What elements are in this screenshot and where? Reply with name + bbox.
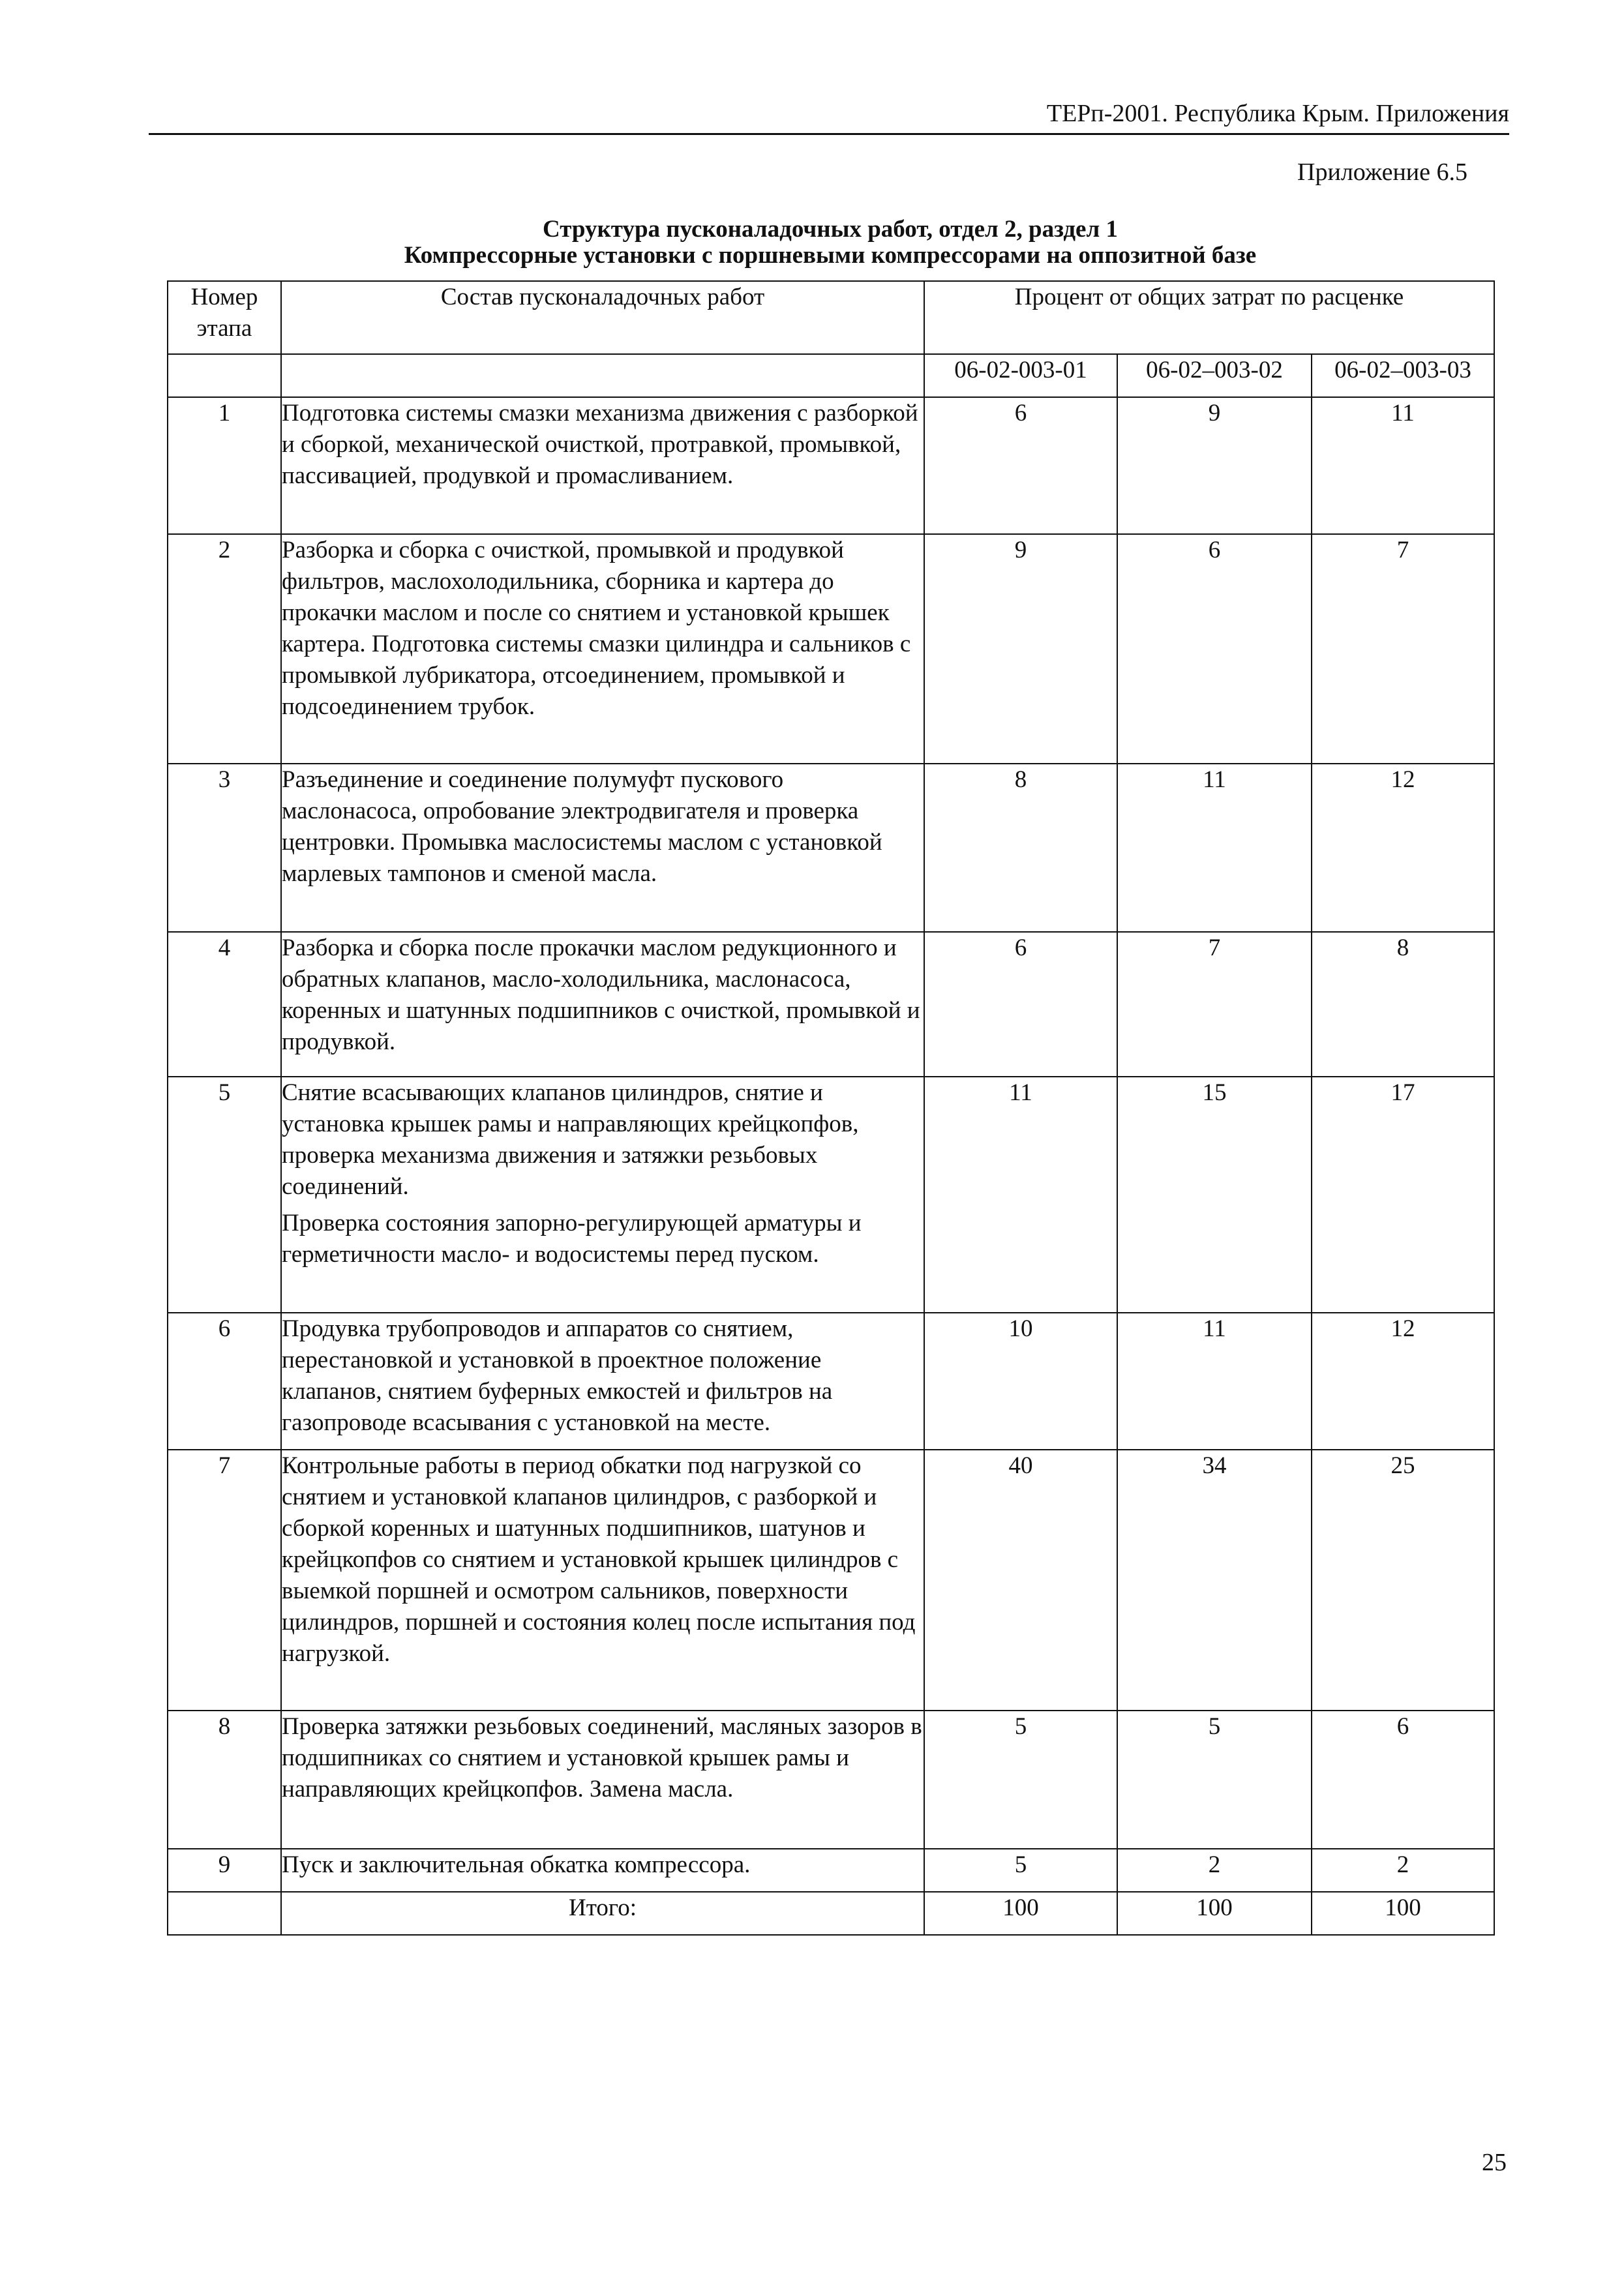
stage-number: 3 [168, 764, 281, 932]
stage-number: 7 [168, 1450, 281, 1711]
appendix-label: Приложение 6.5 [1297, 158, 1467, 186]
header-code: 06-02-003-01 [924, 354, 1117, 397]
caption-line-1: Структура пусконаладочных работ, отдел 2, раздел 1 [543, 216, 1118, 243]
work-description [281, 932, 924, 1077]
table-row [168, 397, 1494, 534]
table-row [168, 1077, 1494, 1313]
description-paragraph: Проверка состояния запорно-регулирующей арматуры и герметичности масло- и водосистемы перед пуском. [282, 1210, 862, 1268]
table-row [168, 1313, 1494, 1450]
work-description [281, 1711, 924, 1849]
percent-value: 17 [1312, 1077, 1494, 1313]
work-description [281, 1077, 924, 1313]
stage-number: 8 [168, 1711, 281, 1849]
work-description [281, 764, 924, 932]
percent-value: 2 [1117, 1849, 1312, 1892]
work-description [281, 397, 924, 534]
table-caption [167, 217, 1494, 269]
header-stage-number: Номер этапа [168, 281, 281, 354]
percent-value: 5 [924, 1849, 1117, 1892]
table-row [168, 1849, 1494, 1892]
description-paragraph: Разъединение и соединение полумуфт пускового маслонасоса, опробование электродвигателя и проверка центровки. Промывка маслосистемы маслом с установкой марлевых тампонов и сменой масла. [282, 766, 882, 887]
table-row [168, 1711, 1494, 1849]
percent-value: 11 [1312, 397, 1494, 534]
stage-number: 6 [168, 1313, 281, 1450]
total-value: 100 [924, 1892, 1117, 1935]
header-empty-cell [168, 354, 281, 397]
stage-number: 5 [168, 1077, 281, 1313]
percent-value: 10 [924, 1313, 1117, 1450]
percent-value: 11 [924, 1077, 1117, 1313]
description-paragraph: Продувка трубопроводов и аппаратов со снятием, перестановкой и установкой в проектное положение клапанов, снятием буферных емкостей и фильтров на газопроводе всасывания с установкой на месте. [282, 1315, 833, 1436]
description-paragraph: Разборка и сборка с очисткой, промывкой и продувкой фильтров, маслохолодильника, сборника и картера до прокачки маслом и после со снятием и установкой крышек картера. Подготовка системы смазки цилиндра и сальников с промывкой лубрикатора, отсоединением, промывкой и подсоединением трубок. [282, 537, 911, 720]
percent-value: 11 [1117, 1313, 1312, 1450]
percent-value: 2 [1312, 1849, 1494, 1892]
total-value: 100 [1312, 1892, 1494, 1935]
table-row [168, 764, 1494, 932]
percent-value: 9 [924, 534, 1117, 764]
percent-value: 6 [924, 397, 1117, 534]
percent-value: 7 [1312, 534, 1494, 764]
stage-number: 1 [168, 397, 281, 534]
total-value: 100 [1117, 1892, 1312, 1935]
percent-value: 9 [1117, 397, 1312, 534]
stage-number: 4 [168, 932, 281, 1077]
header-composition: Состав пусконаладочных работ [281, 281, 924, 354]
table-row [168, 1450, 1494, 1711]
header-percent: Процент от общих затрат по расценке [924, 281, 1494, 354]
stage-number: 9 [168, 1849, 281, 1892]
percent-value: 11 [1117, 764, 1312, 932]
description-paragraph: Подготовка системы смазки механизма движения с разборкой и сборкой, механической очисткой, протравкой, промывкой, пассивацией, продувкой и промасливанием. [282, 400, 918, 489]
total-empty-cell [168, 1892, 281, 1935]
work-description [281, 1849, 924, 1892]
commissioning-structure-table [167, 280, 1495, 1936]
description-paragraph: Пуск и заключительная обкатка компрессора. [282, 1851, 751, 1878]
percent-value: 8 [1312, 932, 1494, 1077]
table-row [168, 534, 1494, 764]
percent-value: 7 [1117, 932, 1312, 1077]
percent-value: 15 [1117, 1077, 1312, 1313]
percent-value: 12 [1312, 1313, 1494, 1450]
description-paragraph: Разборка и сборка после прокачки маслом редукционного и обратных клапанов, масло-холодильника, маслонасоса, коренных и шатунных подшипников с очисткой, промывкой и продувкой. [282, 935, 920, 1055]
total-label: Итого: [281, 1892, 924, 1935]
description-paragraph: Контрольные работы в период обкатки под нагрузкой со снятием и установкой клапанов цилиндров, с разборкой и сборкой коренных и шатунных подшипников, шатунов и крейцкопфов со снятием и установкой крышек цилиндров с выемкой поршней и осмотром сальников, поверхности цилиндров, поршней и состояния колец после испытания под нагрузкой. [282, 1452, 916, 1667]
description-paragraph: Проверка затяжки резьбовых соединений, масляных зазоров в подшипниках со снятием и установкой крышек рамы и направляющих крейцкопфов. Замена масла. [282, 1713, 922, 1803]
percent-value: 6 [1117, 534, 1312, 764]
percent-value: 6 [924, 932, 1117, 1077]
work-description [281, 1450, 924, 1711]
header-empty-cell [281, 354, 924, 397]
table-row [168, 932, 1494, 1077]
header-row [168, 281, 1494, 354]
header-rule [149, 133, 1509, 135]
percent-value: 5 [1117, 1711, 1312, 1849]
caption-line-2: Компрессорные установки с поршневыми компрессорами на оппозитной базе [404, 242, 1257, 269]
header-code: 06-02–003-02 [1117, 354, 1312, 397]
description-paragraph: Снятие всасывающих клапанов цилиндров, снятие и установка крышек рамы и направляющих крейцкопфов, проверка механизма движения и затяжки резьбовых соединений. [282, 1079, 859, 1200]
header-codes-row [168, 354, 1494, 397]
page-number: 25 [1482, 2149, 1507, 2176]
percent-value: 40 [924, 1450, 1117, 1711]
work-description [281, 1313, 924, 1450]
percent-value: 12 [1312, 764, 1494, 932]
header-code: 06-02–003-03 [1312, 354, 1494, 397]
percent-value: 6 [1312, 1711, 1494, 1849]
running-head: ТЕРп-2001. Республика Крым. Приложения [1046, 100, 1509, 127]
percent-value: 8 [924, 764, 1117, 932]
work-description [281, 534, 924, 764]
percent-value: 34 [1117, 1450, 1312, 1711]
total-row [168, 1892, 1494, 1935]
stage-number: 2 [168, 534, 281, 764]
percent-value: 5 [924, 1711, 1117, 1849]
percent-value: 25 [1312, 1450, 1494, 1711]
